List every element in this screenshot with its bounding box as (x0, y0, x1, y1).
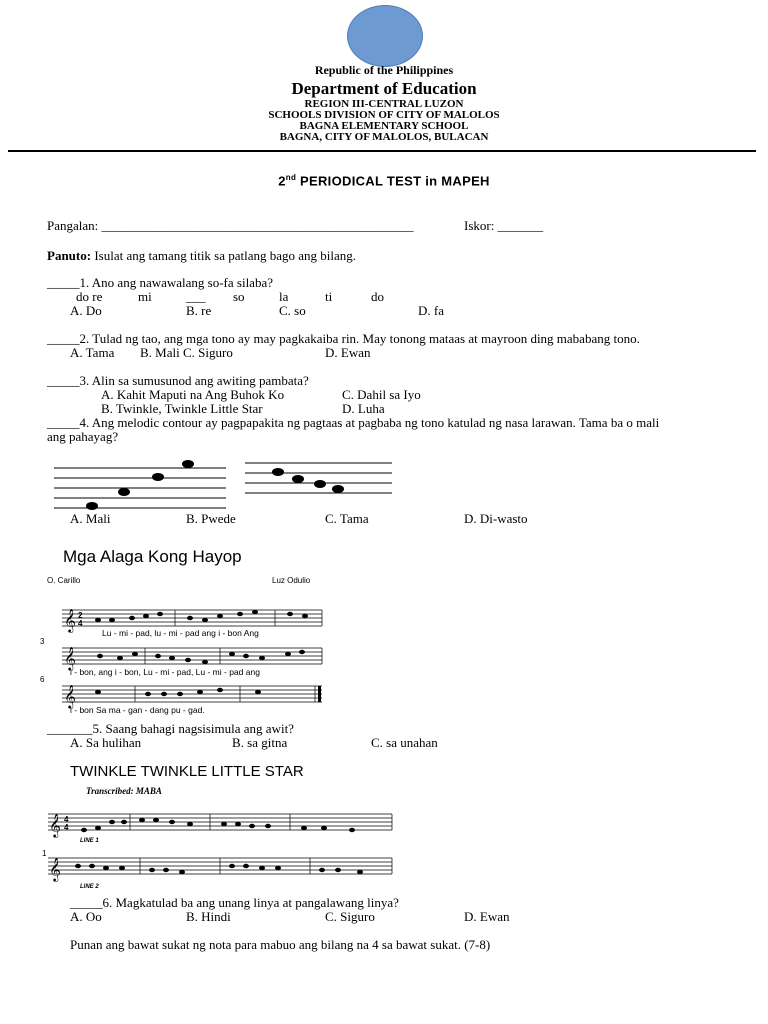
song1-composer: O. Carillo (47, 576, 81, 585)
q1-choice-d[interactable]: D. fa (418, 303, 444, 318)
song1-lyrics: i - bon, ang i - bon, Lu - mi - pad, Lu - mi - pad ang (70, 667, 260, 677)
q6-choice-c[interactable]: C. Siguro (325, 909, 375, 924)
song1-staff-3 (62, 686, 322, 702)
song2-line1-label: LINE 1 (80, 838, 99, 844)
q3-choice-a[interactable]: A. Kahit Maputi na Ang Buhok Ko (101, 387, 285, 402)
header-department: Department of Education (291, 79, 477, 98)
song1-lyrics: Lu - mi - pad, lu - mi - pad ang i - bon Ang (102, 628, 259, 638)
time-signature-bottom: 4 (78, 619, 83, 628)
q3-choice-c[interactable]: C. Dahil sa Iyo (342, 387, 421, 402)
time-signature-top: 2 (78, 611, 83, 620)
q78-instructions: Punan ang bawat sukat ng nota para mabuo ang bilang na 4 sa bawat sukat. (7-8) (70, 937, 491, 952)
header-divider (8, 150, 756, 152)
treble-clef-icon: 𝄞 (49, 815, 61, 837)
instructions: Panuto: Isulat ang tamang titik sa patlang bago ang bilang. (47, 248, 357, 263)
song2-staff-2 (48, 858, 392, 874)
q6-choice-d[interactable]: D. Ewan (464, 909, 510, 924)
q2-question: _____2. Tulad ng tao, ang mga tono ay may pagkakaiba rin. May tonong mataas at mayroon ding mababang tono. (47, 331, 640, 346)
q6-choice-b[interactable]: B. Hindi (186, 909, 231, 924)
q5-choice-a[interactable]: A. Sa hulihan (70, 735, 142, 750)
song1-title: Mga Alaga Kong Hayop (63, 547, 242, 566)
q5-choice-b[interactable]: B. sa gitna (232, 735, 288, 750)
q1-syllable: ti (325, 289, 333, 304)
q1-syllable: so (233, 289, 245, 304)
q3-choice-b[interactable]: B. Twinkle, Twinkle Little Star (101, 401, 263, 416)
q4-choice-c[interactable]: C. Tama (325, 511, 369, 526)
song2-notes-2 (75, 864, 363, 874)
q6-choice-a[interactable]: A. Oo (70, 909, 102, 924)
q1-choice-b[interactable]: B. re (186, 303, 212, 318)
q3-question: _____3. Alin sa sumusunod ang awiting pambata? (47, 373, 309, 388)
q2-choice-a[interactable]: A. Tama (70, 345, 115, 360)
contour-note (152, 473, 164, 481)
header-school: BAGNA ELEMENTARY SCHOOL (299, 120, 469, 132)
q1-syllable: mi (138, 289, 152, 304)
q5-question: _______5. Saang bahagi nagsisimula ang awit? (47, 721, 294, 736)
q1-syllable: la (279, 289, 289, 304)
contour-note (86, 502, 98, 510)
treble-clef-icon: 𝄞 (64, 648, 76, 670)
treble-clef-icon: 𝄞 (49, 859, 61, 881)
q6-question: _____6. Magkatulad ba ang unang linya at pangalawang linya? (70, 895, 399, 910)
test-title: 2nd PERIODICAL TEST in MAPEH (278, 173, 490, 189)
q5-choice-c[interactable]: C. sa unahan (371, 735, 438, 750)
header-division: SCHOOLS DIVISION OF CITY OF MALOLOS (268, 109, 500, 121)
name-field[interactable]: Pangalan: ________________________________________________ (47, 218, 414, 233)
song2-sheet-music (40, 800, 400, 894)
header-republic: Republic of the Philippines (314, 63, 454, 77)
contour-staff-right (245, 463, 392, 493)
contour-staff-left (54, 468, 226, 508)
q4-question: _____4. Ang melodic contour ay pagpapakita ng pagtaas at pagbaba ng tono katulad ng nasa larawan. Tama ba o mali (47, 415, 660, 430)
header-address: BAGNA, CITY OF MALOLOS, BULACAN (279, 131, 489, 143)
song1-sheet-music (40, 598, 330, 720)
song2-measure-num: 1 (42, 849, 47, 858)
time-signature-bottom: 4 (64, 823, 69, 832)
song1-measure-num: 3 (40, 637, 45, 646)
q4-choice-d[interactable]: D. Di-wasto (464, 511, 528, 526)
contour-note (118, 488, 130, 496)
score-field[interactable]: Iskor: _______ (464, 218, 544, 233)
q1-syllable: do re (76, 289, 103, 304)
q2-choice-d[interactable]: D. Ewan (325, 345, 371, 360)
time-signature-top: 4 (64, 815, 69, 824)
q4-choice-a[interactable]: A. Mali (70, 511, 111, 526)
contour-note (332, 485, 344, 493)
q1-syllable: ___ (186, 289, 206, 304)
song2-line2-label: LINE 2 (80, 884, 99, 890)
q2-choice-bc[interactable]: B. Mali C. Siguro (140, 345, 233, 360)
contour-note (314, 480, 326, 488)
song2-transcribed: Transcribed: MABA (86, 786, 162, 796)
q1-syllable: do (371, 289, 384, 304)
q4-question-cont: ang pahayag? (47, 429, 119, 444)
song1-measure-num: 6 (40, 675, 45, 684)
q3-choice-d[interactable]: D. Luha (342, 401, 385, 416)
song1-notes-1 (95, 610, 308, 622)
song1-lyrics: i - bon Sa ma - gan - dang pu - gad. (70, 705, 205, 715)
contour-note (182, 460, 194, 468)
q1-choice-a[interactable]: A. Do (70, 303, 102, 318)
treble-clef-icon: 𝄞 (64, 610, 76, 632)
q1-choice-c[interactable]: C. so (279, 303, 306, 318)
melodic-contour-figure (54, 455, 399, 515)
song1-final-barline (318, 686, 321, 702)
deped-seal (347, 5, 423, 67)
song2-title: TWINKLE TWINKLE LITTLE STAR (70, 763, 304, 780)
song1-notes-3 (95, 688, 261, 696)
contour-note (292, 475, 304, 483)
song1-lyricist: Luz Odulio (272, 576, 311, 585)
q1-question: _____1. Ano ang nawawalang so-fa silaba? (47, 275, 273, 290)
contour-note (272, 468, 284, 476)
treble-clef-icon: 𝄞 (64, 686, 76, 708)
header-region: REGION III-CENTRAL LUZON (304, 98, 464, 110)
q4-choice-b[interactable]: B. Pwede (186, 511, 236, 526)
